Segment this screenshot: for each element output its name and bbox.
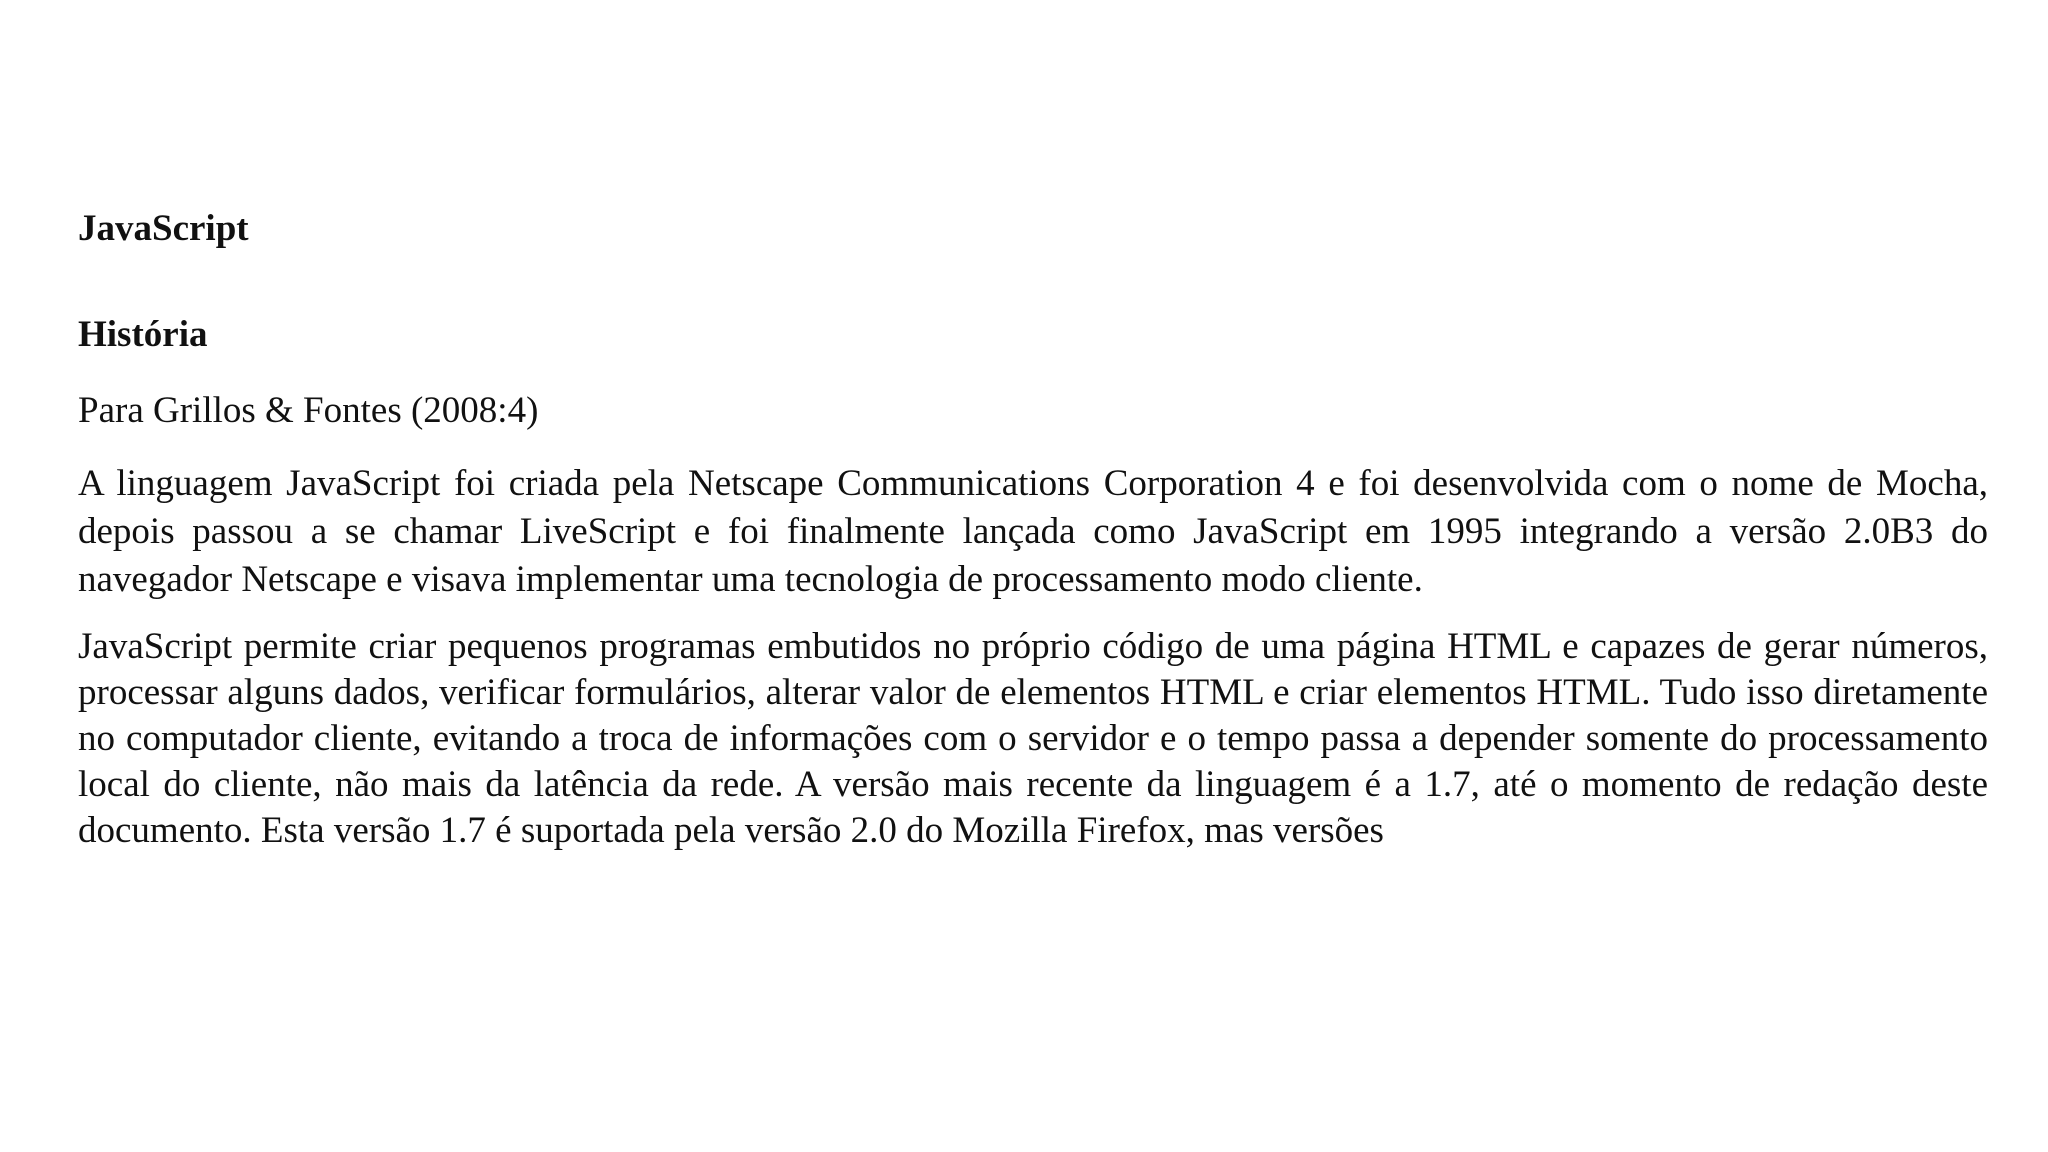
paragraph-1: A linguagem JavaScript foi criada pela Netscape Communications Corporation 4 e foi desenvolvida com o nome de Mocha, depois passou a se chamar LiveScript e foi finalmente lançada como JavaScript em 1995 integrando a versão 2.0B3 do navegador Netscape e visava implementar uma tecnologia de processamento modo cliente. [78,463,1988,600]
document-title: JavaScript [78,208,249,249]
document-page [78,206,1988,854]
section-heading: História [78,314,208,355]
paragraph-2: JavaScript permite criar pequenos programas embutidos no próprio código de uma página HTML e capazes de gerar números, processar alguns dados, verificar formulários, alterar valor de elementos HTML e criar elementos HTML. Tudo isso diretamente no computador cliente, evitando a troca de informações com o servidor e o tempo passa a depender somente do processamento local do cliente, não mais da latência da rede. A versão mais recente da linguagem é a 1.7, até o momento de redação deste documento. Esta versão 1.7 é suportada pela versão 2.0 do Mozilla Firefox, mas versões [78,626,1988,851]
citation-line: Para Grillos & Fontes (2008:4) [78,390,539,431]
